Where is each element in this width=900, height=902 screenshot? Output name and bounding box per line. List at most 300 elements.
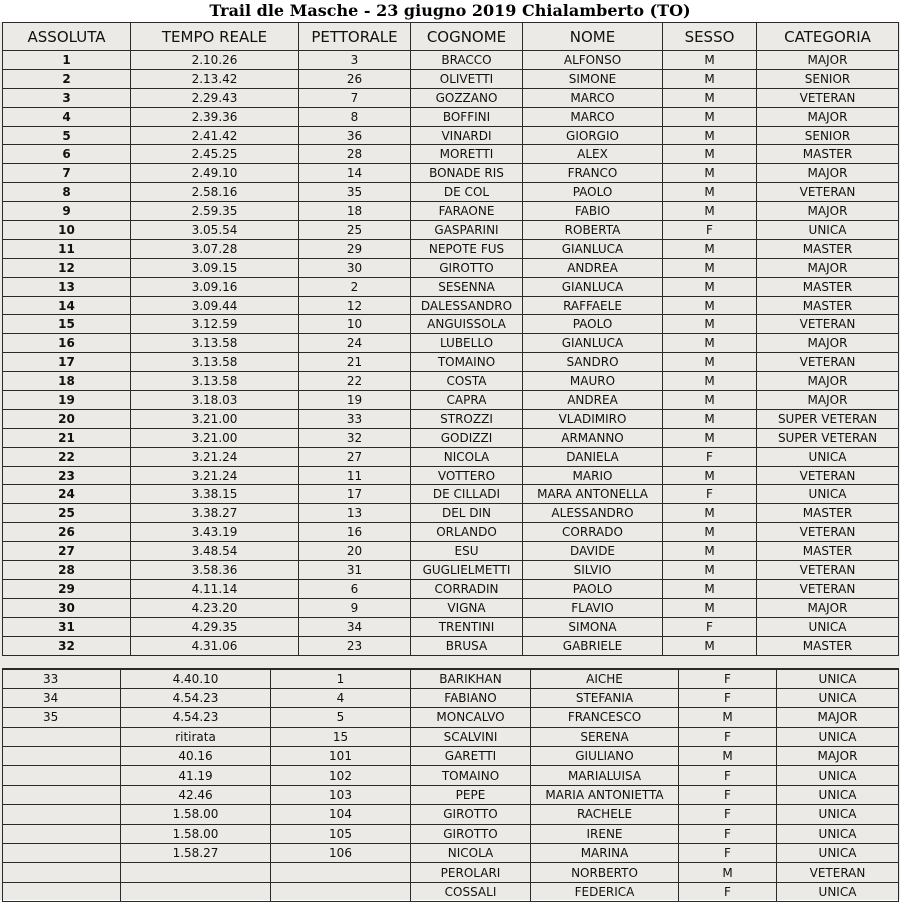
cell-bib: 103 xyxy=(271,785,411,804)
cell-category: SENIOR xyxy=(757,69,899,88)
cell-position: 30 xyxy=(3,598,131,617)
cell-sex: F xyxy=(679,824,777,843)
cell-category: MAJOR xyxy=(777,747,899,766)
cell-time: 1.58.00 xyxy=(121,824,271,843)
cell-category: UNICA xyxy=(777,727,899,746)
cell-category: VETERAN xyxy=(757,88,899,107)
cell-bib: 35 xyxy=(299,183,411,202)
cell-position: 32 xyxy=(3,636,131,655)
cell-surname: NEPOTE FUS xyxy=(411,239,523,258)
cell-name: RAFFAELE xyxy=(523,296,663,315)
cell-category: UNICA xyxy=(757,447,899,466)
cell-name: GIANLUCA xyxy=(523,334,663,353)
cell-surname: ANGUISSOLA xyxy=(411,315,523,334)
cell-position: 21 xyxy=(3,428,131,447)
cell-category: SENIOR xyxy=(757,126,899,145)
table-row xyxy=(3,315,899,334)
cell-position xyxy=(3,805,121,824)
cell-time: 3.05.54 xyxy=(131,221,299,240)
table-row xyxy=(3,239,899,258)
table-row xyxy=(3,824,899,843)
cell-category: VETERAN xyxy=(757,579,899,598)
cell-position: 19 xyxy=(3,391,131,410)
cell-name: MARIA ANTONIETTA xyxy=(531,785,679,804)
cell-bib: 20 xyxy=(299,542,411,561)
table-row xyxy=(3,296,899,315)
cell-surname: OLIVETTI xyxy=(411,69,523,88)
cell-name: ANDREA xyxy=(523,391,663,410)
cell-time: 4.40.10 xyxy=(121,669,271,689)
cell-name: ARMANNO xyxy=(523,428,663,447)
cell-bib: 32 xyxy=(299,428,411,447)
cell-position: 3 xyxy=(3,88,131,107)
cell-surname: VIGNA xyxy=(411,598,523,617)
column-header-category: CATEGORIA xyxy=(757,23,899,51)
cell-position: 5 xyxy=(3,126,131,145)
cell-position: 34 xyxy=(3,688,121,707)
cell-sex: M xyxy=(663,107,757,126)
cell-category: UNICA xyxy=(757,617,899,636)
table-row xyxy=(3,145,899,164)
cell-position: 27 xyxy=(3,542,131,561)
table-row xyxy=(3,183,899,202)
cell-category: MAJOR xyxy=(757,258,899,277)
cell-position: 13 xyxy=(3,277,131,296)
cell-time: 3.21.24 xyxy=(131,447,299,466)
cell-sex: M xyxy=(663,579,757,598)
cell-name: DANIELA xyxy=(523,447,663,466)
column-header-position: ASSOLUTA xyxy=(3,23,131,51)
cell-name: GIORGIO xyxy=(523,126,663,145)
cell-time: 3.18.03 xyxy=(131,391,299,410)
table-row xyxy=(3,277,899,296)
cell-time: 2.41.42 xyxy=(131,126,299,145)
cell-sex: M xyxy=(663,523,757,542)
cell-name: SERENA xyxy=(531,727,679,746)
cell-surname: VINARDI xyxy=(411,126,523,145)
cell-time: 41.19 xyxy=(121,766,271,785)
cell-name: FLAVIO xyxy=(523,598,663,617)
cell-position: 6 xyxy=(3,145,131,164)
cell-surname: GOZZANO xyxy=(411,88,523,107)
column-header-time: TEMPO REALE xyxy=(131,23,299,51)
cell-time: 2.45.25 xyxy=(131,145,299,164)
cell-bib: 16 xyxy=(299,523,411,542)
cell-time xyxy=(121,863,271,882)
table-row xyxy=(3,485,899,504)
cell-bib: 31 xyxy=(299,561,411,580)
cell-bib: 29 xyxy=(299,239,411,258)
cell-sex: M xyxy=(663,372,757,391)
cell-sex: M xyxy=(679,708,777,727)
cell-time: 3.13.58 xyxy=(131,334,299,353)
cell-surname: BOFFINI xyxy=(411,107,523,126)
cell-sex: M xyxy=(663,315,757,334)
cell-name: FABIO xyxy=(523,202,663,221)
cell-name: MARCO xyxy=(523,88,663,107)
cell-time: 3.13.58 xyxy=(131,353,299,372)
cell-time: 3.21.24 xyxy=(131,466,299,485)
table-row xyxy=(3,391,899,410)
cell-time: 3.21.00 xyxy=(131,409,299,428)
cell-category: UNICA xyxy=(777,688,899,707)
cell-position xyxy=(3,824,121,843)
cell-category: MAJOR xyxy=(757,51,899,70)
table-row xyxy=(3,466,899,485)
cell-bib: 21 xyxy=(299,353,411,372)
cell-time: 1.58.00 xyxy=(121,805,271,824)
table-row xyxy=(3,334,899,353)
cell-category: UNICA xyxy=(777,785,899,804)
cell-sex: M xyxy=(663,598,757,617)
cell-bib: 19 xyxy=(299,391,411,410)
table-row xyxy=(3,504,899,523)
cell-sex: F xyxy=(663,221,757,240)
cell-time: 3.48.54 xyxy=(131,542,299,561)
cell-name: CORRADO xyxy=(523,523,663,542)
cell-sex: M xyxy=(663,277,757,296)
cell-bib: 4 xyxy=(271,688,411,707)
cell-bib: 12 xyxy=(299,296,411,315)
cell-time: 42.46 xyxy=(121,785,271,804)
table-row xyxy=(3,164,899,183)
results-body xyxy=(3,51,899,656)
cell-time: 3.58.36 xyxy=(131,561,299,580)
cell-surname: LUBELLO xyxy=(411,334,523,353)
cell-surname: BRUSA xyxy=(411,636,523,655)
table-row xyxy=(3,882,899,901)
page-title: Trail dle Masche - 23 giugno 2019 Chialamberto (TO) xyxy=(0,0,900,22)
cell-surname: COSTA xyxy=(411,372,523,391)
cell-bib: 24 xyxy=(299,334,411,353)
table-row xyxy=(3,221,899,240)
cell-surname: BRACCO xyxy=(411,51,523,70)
cell-surname: COSSALI xyxy=(411,882,531,901)
cell-name: ALESSANDRO xyxy=(523,504,663,523)
cell-time: 3.43.19 xyxy=(131,523,299,542)
table-row xyxy=(3,107,899,126)
cell-category: MASTER xyxy=(757,636,899,655)
cell-surname: MORETTI xyxy=(411,145,523,164)
cell-sex: F xyxy=(679,688,777,707)
cell-sex: F xyxy=(679,727,777,746)
cell-bib: 105 xyxy=(271,824,411,843)
cell-bib: 5 xyxy=(271,708,411,727)
cell-name: SIMONA xyxy=(523,617,663,636)
results-table xyxy=(2,22,899,656)
cell-category: VETERAN xyxy=(757,523,899,542)
cell-surname: SESENNA xyxy=(411,277,523,296)
cell-time: 2.49.10 xyxy=(131,164,299,183)
cell-surname: DE COL xyxy=(411,183,523,202)
cell-name: GIANLUCA xyxy=(523,277,663,296)
cell-position: 22 xyxy=(3,447,131,466)
cell-sex: M xyxy=(663,561,757,580)
cell-position: 11 xyxy=(3,239,131,258)
cell-position: 31 xyxy=(3,617,131,636)
cell-category: VETERAN xyxy=(757,183,899,202)
cell-surname: GIROTTO xyxy=(411,805,531,824)
cell-position: 18 xyxy=(3,372,131,391)
cell-bib: 11 xyxy=(299,466,411,485)
cell-bib: 7 xyxy=(299,88,411,107)
cell-sex: F xyxy=(663,447,757,466)
cell-time: 3.09.44 xyxy=(131,296,299,315)
table-row xyxy=(3,669,899,689)
cell-surname: SCALVINI xyxy=(411,727,531,746)
column-header-sex: SESSO xyxy=(663,23,757,51)
cell-name: MAURO xyxy=(523,372,663,391)
cell-surname: PEROLARI xyxy=(411,863,531,882)
cell-name: GABRIELE xyxy=(523,636,663,655)
cell-sex: M xyxy=(663,296,757,315)
cell-bib: 36 xyxy=(299,126,411,145)
table-row xyxy=(3,727,899,746)
cell-category: MAJOR xyxy=(757,202,899,221)
cell-name: SILVIO xyxy=(523,561,663,580)
cell-position: 17 xyxy=(3,353,131,372)
cell-category: VETERAN xyxy=(757,561,899,580)
column-header-name: NOME xyxy=(523,23,663,51)
cell-category: VETERAN xyxy=(757,315,899,334)
cell-surname: MONCALVO xyxy=(411,708,531,727)
cell-category: MAJOR xyxy=(777,708,899,727)
table-row xyxy=(3,409,899,428)
cell-time: 3.13.58 xyxy=(131,372,299,391)
cell-name: RACHELE xyxy=(531,805,679,824)
cell-position: 35 xyxy=(3,708,121,727)
cell-sex: M xyxy=(663,69,757,88)
cell-surname: DALESSANDRO xyxy=(411,296,523,315)
table-row xyxy=(3,636,899,655)
table-row xyxy=(3,708,899,727)
cell-position: 16 xyxy=(3,334,131,353)
cell-position: 33 xyxy=(3,669,121,689)
table-row xyxy=(3,51,899,70)
cell-bib: 28 xyxy=(299,145,411,164)
table-row xyxy=(3,428,899,447)
cell-time: 3.21.00 xyxy=(131,428,299,447)
cell-bib: 13 xyxy=(299,504,411,523)
cell-category: MASTER xyxy=(757,145,899,164)
cell-bib: 6 xyxy=(299,579,411,598)
cell-time: ritirata xyxy=(121,727,271,746)
cell-bib: 8 xyxy=(299,107,411,126)
cell-sex: M xyxy=(663,126,757,145)
cell-sex: M xyxy=(663,391,757,410)
cell-category: UNICA xyxy=(777,844,899,863)
cell-name: SIMONE xyxy=(523,69,663,88)
cell-name: STEFANIA xyxy=(531,688,679,707)
cell-bib: 101 xyxy=(271,747,411,766)
cell-category: MAJOR xyxy=(757,598,899,617)
cell-bib: 3 xyxy=(299,51,411,70)
cell-sex: M xyxy=(663,164,757,183)
cell-category: UNICA xyxy=(757,485,899,504)
column-header-surname: COGNOME xyxy=(411,23,523,51)
cell-sex: M xyxy=(663,542,757,561)
section-divider xyxy=(0,656,900,668)
cell-bib: 22 xyxy=(299,372,411,391)
table-header-row xyxy=(3,23,899,51)
cell-position: 10 xyxy=(3,221,131,240)
cell-category: SUPER VETERAN xyxy=(757,428,899,447)
cell-category: VETERAN xyxy=(757,353,899,372)
cell-time: 2.39.36 xyxy=(131,107,299,126)
cell-sex: M xyxy=(663,239,757,258)
cell-time: 3.07.28 xyxy=(131,239,299,258)
cell-bib: 26 xyxy=(299,69,411,88)
cell-surname: DEL DIN xyxy=(411,504,523,523)
cell-position: 14 xyxy=(3,296,131,315)
cell-name: ALFONSO xyxy=(523,51,663,70)
cell-sex: M xyxy=(679,863,777,882)
cell-position: 2 xyxy=(3,69,131,88)
cell-name: FEDERICA xyxy=(531,882,679,901)
cell-time: 4.31.06 xyxy=(131,636,299,655)
results-table-secondary xyxy=(2,668,899,902)
cell-category: VETERAN xyxy=(777,863,899,882)
cell-name: MARIO xyxy=(523,466,663,485)
cell-name: AICHE xyxy=(531,669,679,689)
cell-sex: M xyxy=(663,145,757,164)
cell-position xyxy=(3,844,121,863)
cell-surname: GODIZZI xyxy=(411,428,523,447)
cell-time: 2.58.16 xyxy=(131,183,299,202)
cell-position xyxy=(3,882,121,901)
cell-position: 25 xyxy=(3,504,131,523)
cell-name: GIULIANO xyxy=(531,747,679,766)
table-row xyxy=(3,202,899,221)
cell-position: 1 xyxy=(3,51,131,70)
cell-category: SUPER VETERAN xyxy=(757,409,899,428)
table-row xyxy=(3,447,899,466)
cell-surname: TRENTINI xyxy=(411,617,523,636)
cell-surname: ESU xyxy=(411,542,523,561)
cell-time: 4.54.23 xyxy=(121,688,271,707)
cell-name: FRANCO xyxy=(523,164,663,183)
cell-sex: M xyxy=(663,88,757,107)
cell-surname: DE CILLADI xyxy=(411,485,523,504)
cell-position: 8 xyxy=(3,183,131,202)
cell-bib: 1 xyxy=(271,669,411,689)
cell-position: 12 xyxy=(3,258,131,277)
table-row xyxy=(3,579,899,598)
cell-surname: ORLANDO xyxy=(411,523,523,542)
table-row xyxy=(3,542,899,561)
table-row xyxy=(3,523,899,542)
cell-sex: F xyxy=(679,882,777,901)
cell-category: MASTER xyxy=(757,504,899,523)
cell-surname: CORRADIN xyxy=(411,579,523,598)
cell-category: UNICA xyxy=(757,221,899,240)
cell-name: SANDRO xyxy=(523,353,663,372)
cell-name: PAOLO xyxy=(523,579,663,598)
cell-surname: BONADE RIS xyxy=(411,164,523,183)
cell-sex: F xyxy=(679,785,777,804)
cell-category: MASTER xyxy=(757,277,899,296)
table-row xyxy=(3,766,899,785)
cell-bib xyxy=(271,863,411,882)
cell-name: ANDREA xyxy=(523,258,663,277)
cell-bib: 30 xyxy=(299,258,411,277)
cell-position: 20 xyxy=(3,409,131,428)
cell-category: UNICA xyxy=(777,805,899,824)
cell-sex: M xyxy=(663,51,757,70)
cell-surname: NICOLA xyxy=(411,447,523,466)
cell-time: 4.23.20 xyxy=(131,598,299,617)
cell-name: NORBERTO xyxy=(531,863,679,882)
table-row xyxy=(3,353,899,372)
cell-name: VLADIMIRO xyxy=(523,409,663,428)
column-header-bib: PETTORALE xyxy=(299,23,411,51)
cell-position: 9 xyxy=(3,202,131,221)
cell-bib: 106 xyxy=(271,844,411,863)
cell-position: 26 xyxy=(3,523,131,542)
table-row xyxy=(3,88,899,107)
results-sheet xyxy=(0,22,900,900)
cell-name: FRANCESCO xyxy=(531,708,679,727)
cell-name: MARINA xyxy=(531,844,679,863)
cell-sex: M xyxy=(663,258,757,277)
cell-category: UNICA xyxy=(777,766,899,785)
cell-bib: 17 xyxy=(299,485,411,504)
cell-position: 28 xyxy=(3,561,131,580)
cell-bib: 27 xyxy=(299,447,411,466)
cell-surname: NICOLA xyxy=(411,844,531,863)
cell-surname: GUGLIELMETTI xyxy=(411,561,523,580)
cell-surname: GARETTI xyxy=(411,747,531,766)
cell-bib: 10 xyxy=(299,315,411,334)
cell-sex: M xyxy=(663,183,757,202)
cell-name: MARIALUISA xyxy=(531,766,679,785)
cell-category: MASTER xyxy=(757,542,899,561)
table-row xyxy=(3,844,899,863)
cell-category: MAJOR xyxy=(757,391,899,410)
cell-bib: 2 xyxy=(299,277,411,296)
cell-category: VETERAN xyxy=(757,466,899,485)
table-row xyxy=(3,372,899,391)
cell-time: 3.09.15 xyxy=(131,258,299,277)
cell-surname: GIROTTO xyxy=(411,258,523,277)
cell-category: MAJOR xyxy=(757,107,899,126)
cell-time: 2.13.42 xyxy=(131,69,299,88)
cell-name: MARA ANTONELLA xyxy=(523,485,663,504)
table-row xyxy=(3,747,899,766)
cell-name: DAVIDE xyxy=(523,542,663,561)
cell-surname: TOMAINO xyxy=(411,353,523,372)
table-row xyxy=(3,561,899,580)
cell-time xyxy=(121,882,271,901)
cell-sex: M xyxy=(663,334,757,353)
cell-surname: CAPRA xyxy=(411,391,523,410)
cell-bib: 33 xyxy=(299,409,411,428)
cell-bib: 14 xyxy=(299,164,411,183)
cell-sex: F xyxy=(663,485,757,504)
cell-time: 4.54.23 xyxy=(121,708,271,727)
cell-category: MASTER xyxy=(757,239,899,258)
cell-position: 7 xyxy=(3,164,131,183)
cell-surname: GIROTTO xyxy=(411,824,531,843)
cell-surname: GASPARINI xyxy=(411,221,523,240)
cell-position xyxy=(3,863,121,882)
cell-name: PAOLO xyxy=(523,315,663,334)
cell-sex: M xyxy=(663,428,757,447)
table-row xyxy=(3,785,899,804)
cell-sex: M xyxy=(663,636,757,655)
cell-sex: F xyxy=(679,669,777,689)
cell-surname: FARAONE xyxy=(411,202,523,221)
